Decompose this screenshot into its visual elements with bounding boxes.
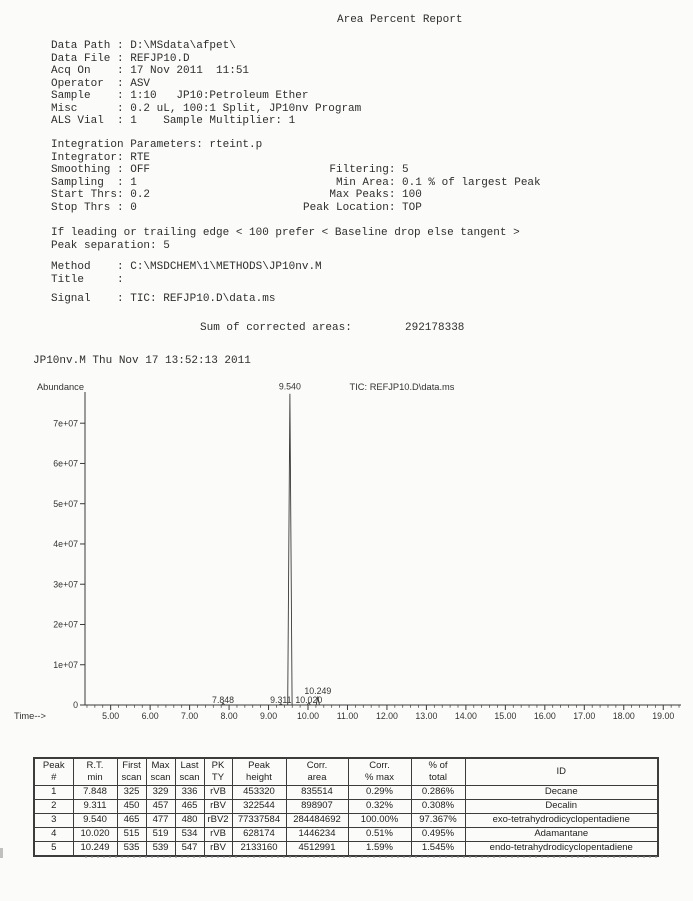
method-timestamp-line: JP10nv.M Thu Nov 17 13:52:13 2011: [33, 355, 251, 367]
table-cell: endo-tetrahydrodicyclopentadiene: [465, 842, 658, 857]
tic-chromatogram: [0, 375, 693, 730]
peak-table: [33, 757, 659, 857]
text-line: Start Thrs: 0.2: [51, 189, 151, 202]
text-line: Acq On : 17 Nov 2011 11:51: [51, 65, 250, 78]
table-header-cell: % of total: [411, 758, 465, 786]
peak-rt-label: 9.311: [270, 695, 292, 705]
table-cell: 547: [175, 842, 204, 857]
x-tick-label: 15.00: [494, 711, 517, 721]
table-cell: 835514: [286, 786, 348, 800]
text-line: If leading or trailing edge < 100 prefer < Baseline drop else tangent >: [51, 227, 520, 239]
y-tick-label: 1e+07: [53, 659, 78, 670]
text-line: Smoothing : OFF: [51, 164, 151, 177]
table-cell: 534: [175, 828, 204, 842]
table-header-row: [34, 758, 658, 786]
table-row: [34, 786, 658, 800]
x-tick-label: 11.00: [336, 711, 359, 721]
table-cell: 0.32%: [348, 800, 411, 814]
text-line: Peak Location: TOP: [303, 201, 422, 214]
peak-rt-label: 10.020: [295, 695, 323, 705]
table-cell: 480: [175, 814, 204, 828]
x-tick-label: 17.00: [573, 711, 596, 721]
x-tick-label: 13.00: [415, 711, 438, 721]
table-header-cell: Max scan: [146, 758, 175, 786]
table-header-cell: R.T. min: [73, 758, 117, 786]
x-tick-label: 14.00: [454, 711, 477, 721]
x-tick-label: 5.00: [102, 711, 120, 721]
table-cell: 336: [175, 786, 204, 800]
table-row: [34, 842, 658, 857]
x-tick-label: 9.00: [259, 711, 278, 721]
table-cell: 0.286%: [411, 786, 465, 800]
table-cell: 7.848: [73, 786, 117, 800]
text-line: Filtering: 5: [303, 164, 409, 176]
peak-rt-label: 9.540: [278, 381, 301, 392]
text-line: Operator : ASV: [51, 77, 151, 90]
text-line: Max Peaks: 100: [303, 189, 422, 202]
text-line: Data Path : D:\MSdata\afpet\: [51, 40, 236, 52]
integration-params-left: [51, 139, 262, 214]
text-line: Data File : REFJP10.D: [51, 52, 190, 65]
table-cell: 0.308%: [411, 800, 465, 814]
table-cell: exo-tetrahydrodicyclopentadiene: [465, 814, 658, 828]
table-cell: 329: [146, 786, 175, 800]
table-cell: Decane: [465, 786, 658, 800]
table-cell: 453320: [232, 786, 286, 800]
peak-rt-label: 7.848: [212, 695, 235, 705]
table-cell: 539: [146, 842, 175, 857]
file-info-block: [51, 40, 361, 128]
text-line: Sample : 1:10 JP10:Petroleum Ether: [51, 90, 309, 103]
y-tick-label: 2e+07: [53, 619, 78, 630]
table-cell: 1.545%: [411, 842, 465, 857]
y-tick-label: 5e+07: [53, 498, 78, 509]
chart-title: TIC: REFJP10.D\data.ms: [349, 382, 455, 392]
text-line: Method : C:\MSDCHEM\1\METHODS\JP10nv.M: [51, 261, 322, 273]
table-header-cell: Last scan: [175, 758, 204, 786]
integration-params-right: [303, 164, 541, 214]
peak-table-head: [34, 758, 658, 786]
table-cell: 1.59%: [348, 842, 411, 857]
x-tick-label: 8.00: [220, 711, 238, 721]
table-cell: 0.51%: [348, 828, 411, 842]
table-header-cell: PK TY: [204, 758, 232, 786]
x-tick-label: 19.00: [652, 711, 675, 721]
text-line: ALS Vial : 1 Sample Multiplier: 1: [51, 115, 296, 128]
report-title: Area Percent Report: [337, 14, 463, 26]
y-tick-label: 4e+07: [53, 539, 78, 550]
y-tick-label: 6e+07: [53, 458, 78, 469]
table-cell: 10.249: [73, 842, 117, 857]
scan-edge-mark: [0, 848, 3, 858]
table-cell: rBV2: [204, 814, 232, 828]
table-cell: 77337584: [232, 814, 286, 828]
table-header-cell: Corr. area: [286, 758, 348, 786]
table-cell: rBV: [204, 800, 232, 814]
text-line: Misc : 0.2 uL, 100:1 Split, JP10nv Program: [51, 102, 362, 115]
peak-table-body: [34, 786, 658, 857]
table-cell: 628174: [232, 828, 286, 842]
table-cell: 1446234: [286, 828, 348, 842]
text-line: Integration Parameters: rteint.p: [51, 139, 263, 151]
table-cell: 2133160: [232, 842, 286, 857]
table-cell: 100.00%: [348, 814, 411, 828]
table-cell: 1: [34, 786, 73, 800]
y-axis-label: Abundance: [36, 382, 84, 392]
table-cell: 10.020: [73, 828, 117, 842]
y-tick-label: 0: [73, 700, 78, 711]
table-cell: 322544: [232, 800, 286, 814]
table-cell: 325: [117, 786, 146, 800]
table-cell: Decalin: [465, 800, 658, 814]
table-cell: 9.311: [73, 800, 117, 814]
x-tick-label: 6.00: [141, 711, 159, 721]
table-cell: 535: [117, 842, 146, 857]
table-row: [34, 814, 658, 828]
table-cell: rBV: [204, 842, 232, 857]
table-cell: 450: [117, 800, 146, 814]
table-cell: 898907: [286, 800, 348, 814]
table-cell: 457: [146, 800, 175, 814]
peak-rt-label: 10.249: [304, 686, 332, 696]
table-header-cell: Peak #: [34, 758, 73, 786]
table-row: [34, 828, 658, 842]
table-cell: 515: [117, 828, 146, 842]
y-tick-label: 7e+07: [53, 418, 78, 429]
table-cell: 465: [117, 814, 146, 828]
sum-of-corrected-areas-label: Sum of corrected areas:: [200, 322, 352, 334]
table-header-cell: Peak height: [232, 758, 286, 786]
table-header-cell: Corr. % max: [348, 758, 411, 786]
table-cell: 519: [146, 828, 175, 842]
method-block: [51, 261, 322, 286]
integration-note: [51, 227, 520, 252]
table-cell: 465: [175, 800, 204, 814]
signal-line: Signal : TIC: REFJP10.D\data.ms: [51, 293, 276, 305]
table-cell: 5: [34, 842, 73, 857]
text-line: Min Area: 0.1 % of largest Peak: [303, 176, 541, 189]
table-header-cell: ID: [465, 758, 658, 786]
text-line: Peak separation: 5: [51, 239, 170, 252]
table-cell: 4512991: [286, 842, 348, 857]
table-row: [34, 800, 658, 814]
tic-trace: [85, 394, 681, 705]
table-cell: 3: [34, 814, 73, 828]
x-tick-label: 10.00: [296, 711, 320, 721]
scan-artifact-line: [85, 856, 660, 858]
x-tick-label: 7.00: [181, 711, 199, 721]
text-line: Integrator: RTE: [51, 151, 151, 164]
table-cell: 97.367%: [411, 814, 465, 828]
table-cell: 0.495%: [411, 828, 465, 842]
table-cell: 477: [146, 814, 175, 828]
x-axis-label: Time-->: [14, 711, 46, 721]
x-tick-label: 16.00: [533, 711, 556, 721]
table-header-cell: First scan: [117, 758, 146, 786]
table-cell: 4: [34, 828, 73, 842]
table-cell: 9.540: [73, 814, 117, 828]
x-tick-label: 12.00: [375, 711, 398, 721]
text-line: Title :: [51, 273, 124, 286]
sum-of-corrected-areas-value: 292178338: [405, 322, 465, 334]
table-cell: 2: [34, 800, 73, 814]
y-tick-label: 3e+07: [53, 579, 78, 590]
table-cell: Adamantane: [465, 828, 658, 842]
x-tick-label: 18.00: [612, 711, 635, 721]
table-cell: 0.29%: [348, 786, 411, 800]
table-cell: rVB: [204, 786, 232, 800]
table-cell: rVB: [204, 828, 232, 842]
text-line: Stop Thrs : 0: [51, 201, 137, 214]
text-line: Sampling : 1: [51, 176, 137, 189]
table-cell: 284484692: [286, 814, 348, 828]
